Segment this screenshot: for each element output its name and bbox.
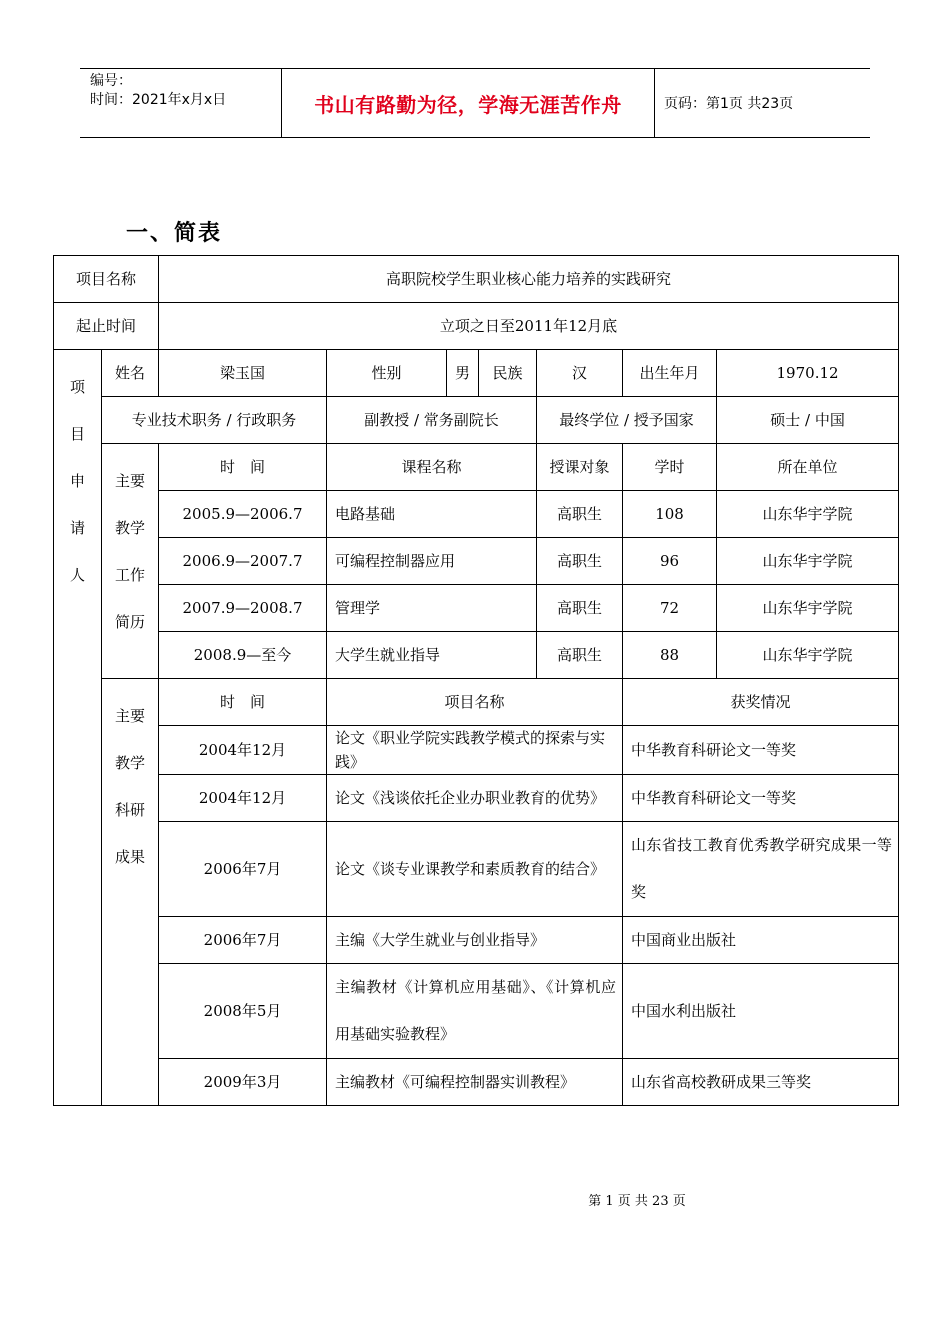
teaching-header-row — [54, 444, 899, 491]
name-label: 姓名 — [102, 350, 159, 397]
group-word: 科研 — [115, 801, 146, 819]
group-char: 申 — [69, 472, 85, 490]
teaching-header-target: 授课对象 — [537, 444, 623, 491]
research-group-label — [102, 679, 159, 1106]
project-name-value: 高职院校学生职业核心能力培养的实践研究 — [159, 256, 899, 303]
header-page-label: 页码：第1页 共23页 — [664, 96, 794, 112]
research-row — [54, 917, 899, 964]
summary-table — [53, 255, 899, 1106]
title-value: 副教授 / 常务副院长 — [327, 397, 537, 444]
research-time: 2009年3月 — [159, 1059, 327, 1106]
teaching-unit: 山东华宇学院 — [717, 585, 899, 632]
research-project: 论文《浅谈依托企业办职业教育的优势》 — [327, 775, 623, 822]
section-title: 一、简表 — [126, 221, 223, 246]
research-header-time: 时 间 — [159, 679, 327, 726]
project-period-row — [54, 303, 899, 350]
research-project: 论文《职业学院实践教学模式的探索与实践》 — [327, 726, 623, 775]
applicant-basic-row — [54, 350, 899, 397]
teaching-row — [54, 538, 899, 585]
research-award: 山东省高校教研成果三等奖 — [623, 1059, 899, 1106]
degree-label: 最终学位 / 授予国家 — [537, 397, 717, 444]
applicant-group-label — [54, 350, 102, 1106]
research-header-project: 项目名称 — [327, 679, 623, 726]
gender-label: 性别 — [327, 350, 447, 397]
teaching-header-time: 时 间 — [159, 444, 327, 491]
research-project: 论文《谈专业课教学和素质教育的结合》 — [327, 822, 623, 917]
header-motto: 书山有路勤为径，学海无涯苦作舟 — [314, 92, 622, 117]
ethnic-value: 汉 — [537, 350, 623, 397]
research-header-award: 获奖情况 — [623, 679, 899, 726]
research-project: 主编《大学生就业与创业指导》 — [327, 917, 623, 964]
research-time: 2004年12月 — [159, 775, 327, 822]
teaching-unit: 山东华宇学院 — [717, 632, 899, 679]
teaching-hours: 108 — [623, 491, 717, 538]
group-char: 人 — [69, 566, 85, 584]
birth-label: 出生年月 — [623, 350, 717, 397]
page-footer: 第 1 页 共 23 页 — [588, 1194, 686, 1209]
research-time: 2004年12月 — [159, 726, 327, 775]
teaching-time: 2007.9—2008.7 — [159, 585, 327, 632]
teaching-row — [54, 585, 899, 632]
teaching-unit: 山东华宇学院 — [717, 491, 899, 538]
group-word: 成果 — [115, 848, 146, 866]
group-word: 教学 — [115, 519, 146, 537]
teaching-header-hours: 学时 — [623, 444, 717, 491]
teaching-course: 大学生就业指导 — [327, 632, 537, 679]
research-time: 2006年7月 — [159, 822, 327, 917]
project-period-label: 起止时间 — [54, 303, 159, 350]
teaching-row — [54, 491, 899, 538]
teaching-course: 管理学 — [327, 585, 537, 632]
teaching-header-unit: 所在单位 — [717, 444, 899, 491]
project-name-row — [54, 256, 899, 303]
group-word: 简历 — [115, 613, 146, 631]
research-award: 山东省技工教育优秀教学研究成果一等奖 — [623, 822, 899, 917]
title-label: 专业技术职务 / 行政职务 — [102, 397, 327, 444]
teaching-target: 高职生 — [537, 491, 623, 538]
group-word: 主要 — [115, 472, 146, 490]
document-header — [80, 68, 870, 138]
ethnic-label: 民族 — [479, 350, 537, 397]
teaching-target: 高职生 — [537, 632, 623, 679]
teaching-course: 可编程控制器应用 — [327, 538, 537, 585]
birth-value: 1970.12 — [717, 350, 899, 397]
teaching-hours: 72 — [623, 585, 717, 632]
research-award: 中国水利出版社 — [623, 964, 899, 1059]
header-divider — [654, 69, 655, 137]
group-char: 目 — [69, 425, 85, 443]
teaching-target: 高职生 — [537, 585, 623, 632]
research-row — [54, 1059, 899, 1106]
research-row — [54, 822, 899, 917]
name-value: 梁玉国 — [159, 350, 327, 397]
research-project: 主编教材《计算机应用基础》、《计算机应用基础实验教程》 — [327, 964, 623, 1059]
gender-value: 男 — [447, 350, 479, 397]
teaching-time: 2008.9—至今 — [159, 632, 327, 679]
research-award: 中华教育科研论文一等奖 — [623, 726, 899, 775]
research-row — [54, 775, 899, 822]
teaching-time: 2005.9—2006.7 — [159, 491, 327, 538]
number-label: 编号： — [90, 73, 132, 89]
teaching-hours: 88 — [623, 632, 717, 679]
project-period-value: 立项之日至2011年12月底 — [159, 303, 899, 350]
group-word: 主要 — [115, 707, 146, 725]
applicant-title-row — [54, 397, 899, 444]
research-award: 中华教育科研论文一等奖 — [623, 775, 899, 822]
group-word: 教学 — [115, 754, 146, 772]
research-award: 中国商业出版社 — [623, 917, 899, 964]
teaching-course: 电路基础 — [327, 491, 537, 538]
research-row — [54, 964, 899, 1059]
teaching-group-label — [102, 444, 159, 679]
teaching-time: 2006.9—2007.7 — [159, 538, 327, 585]
group-word: 工作 — [115, 566, 146, 584]
degree-value: 硕士 / 中国 — [717, 397, 899, 444]
teaching-header-course: 课程名称 — [327, 444, 537, 491]
research-time: 2008年5月 — [159, 964, 327, 1059]
teaching-row — [54, 632, 899, 679]
group-char: 请 — [69, 519, 85, 537]
project-name-label: 项目名称 — [54, 256, 159, 303]
teaching-target: 高职生 — [537, 538, 623, 585]
research-time: 2006年7月 — [159, 917, 327, 964]
research-header-row — [54, 679, 899, 726]
teaching-unit: 山东华宇学院 — [717, 538, 899, 585]
research-row — [54, 726, 899, 775]
header-meta — [90, 72, 226, 110]
teaching-hours: 96 — [623, 538, 717, 585]
research-project: 主编教材《可编程控制器实训教程》 — [327, 1059, 623, 1106]
group-char: 项 — [69, 378, 85, 396]
time-label: 时间：2021年x月x日 — [90, 92, 227, 108]
